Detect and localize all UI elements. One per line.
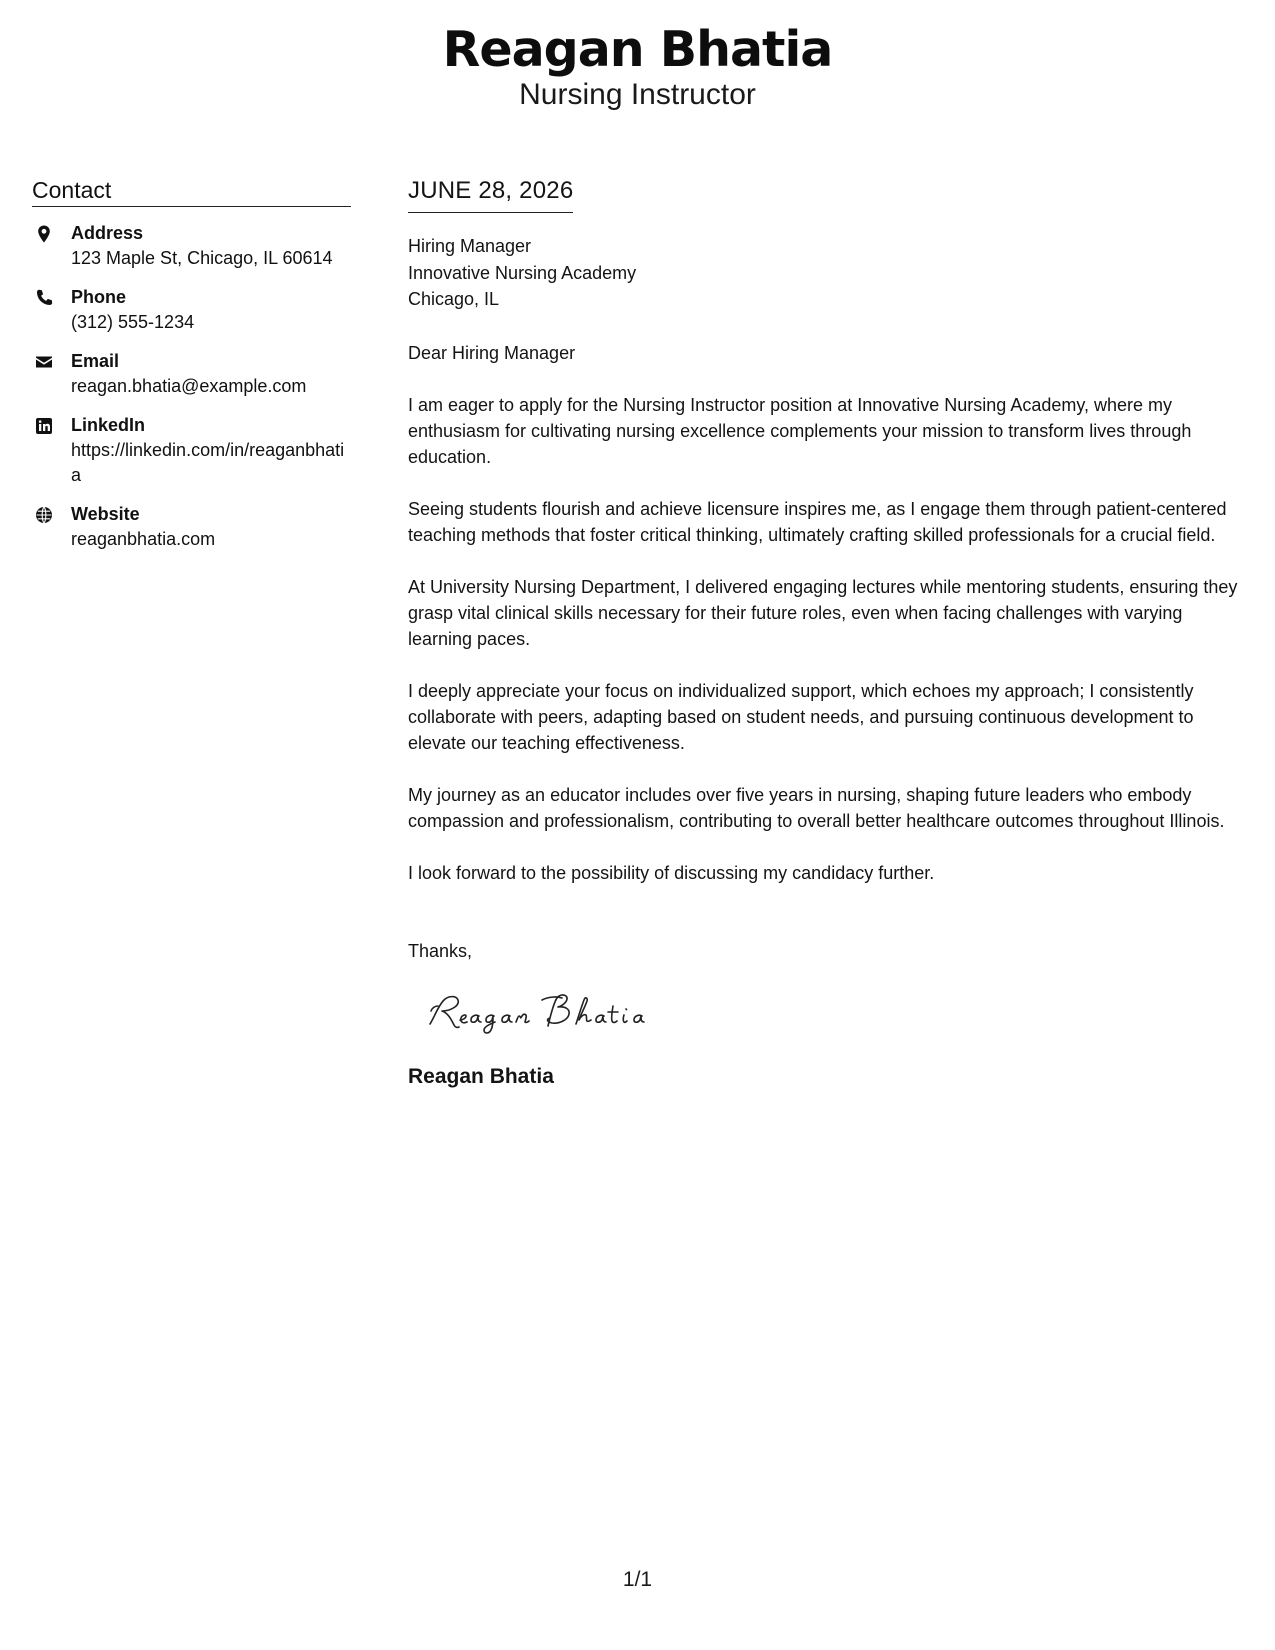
letter-paragraph: My journey as an educator includes over five years in nursing, shaping future leaders who embody compassion and professionalism, contributing to overall better healthcare outcomes throughout Illinois. — [408, 784, 1225, 831]
letter-header — [0, 20, 1275, 112]
globe-icon — [34, 505, 54, 525]
email-label: Email — [71, 351, 120, 371]
signer-name: Reagan Bhatia — [408, 1064, 554, 1088]
page-number: 1/1 — [622, 1568, 653, 1591]
contact-item-address — [32, 221, 351, 271]
contact-item-phone — [32, 285, 351, 335]
phone-label: Phone — [71, 287, 127, 307]
linkedin-value[interactable]: https://linkedin.com/in/reaganbhatia — [71, 440, 345, 485]
recipient-line: Chicago, IL — [408, 289, 500, 309]
letter-paragraph: I am eager to apply for the Nursing Instructor position at Innovative Nursing Academy, where my enthusiasm for cultivating nursing excellence complements your mission to transform lives through education. — [408, 394, 1192, 467]
linkedin-icon — [34, 416, 54, 436]
address-value: 123 Maple St, Chicago, IL 60614 — [71, 248, 333, 268]
recipient-block — [408, 233, 1248, 313]
salutation: Dear Hiring Manager — [408, 342, 576, 363]
contact-item-linkedin — [32, 413, 351, 488]
recipient-line: Hiring Manager — [408, 236, 532, 256]
contact-heading: Contact — [32, 176, 351, 207]
map-pin-icon — [34, 224, 54, 244]
contact-sidebar — [32, 176, 351, 552]
closing: Thanks, — [408, 940, 473, 961]
letter-paragraph: I look forward to the possibility of discussing my candidacy further. — [408, 862, 935, 883]
contact-item-email — [32, 349, 351, 399]
letter-body — [408, 176, 1248, 1091]
letter-paragraph: At University Nursing Department, I delivered engaging lectures while mentoring students, ensuring they grasp vital clinical skills necessary for their future roles, even when facing challenges with varying learning paces. — [408, 576, 1238, 649]
applicant-name: Reagan Bhatia — [442, 21, 833, 78]
phone-value: (312) 555-1234 — [71, 312, 195, 332]
recipient-line: Innovative Nursing Academy — [408, 262, 637, 283]
phone-icon — [34, 288, 54, 308]
applicant-title: Nursing Instructor — [519, 78, 756, 111]
email-value: reagan.bhatia@example.com — [71, 376, 307, 396]
letter-paragraph: I deeply appreciate your focus on individualized support, which echoes my approach; I consistently collaborate with peers, adapting based on student needs, and pursuing continuous development to elevate our teaching effectiveness. — [408, 680, 1194, 753]
website-label: Website — [71, 504, 140, 524]
contact-item-website — [32, 502, 351, 552]
letter-paragraph: Seeing students flourish and achieve licensure inspires me, as I engage them through patient-centered teaching methods that foster critical thinking, ultimately crafting skilled professionals for a crucial field. — [408, 498, 1227, 545]
envelope-icon — [34, 352, 54, 372]
address-label: Address — [71, 223, 144, 243]
handwritten-signature — [424, 984, 664, 1042]
linkedin-label: LinkedIn — [71, 415, 146, 435]
letter-date: JUNE 28, 2026 — [408, 176, 573, 213]
website-value[interactable]: reaganbhatia.com — [71, 529, 216, 549]
